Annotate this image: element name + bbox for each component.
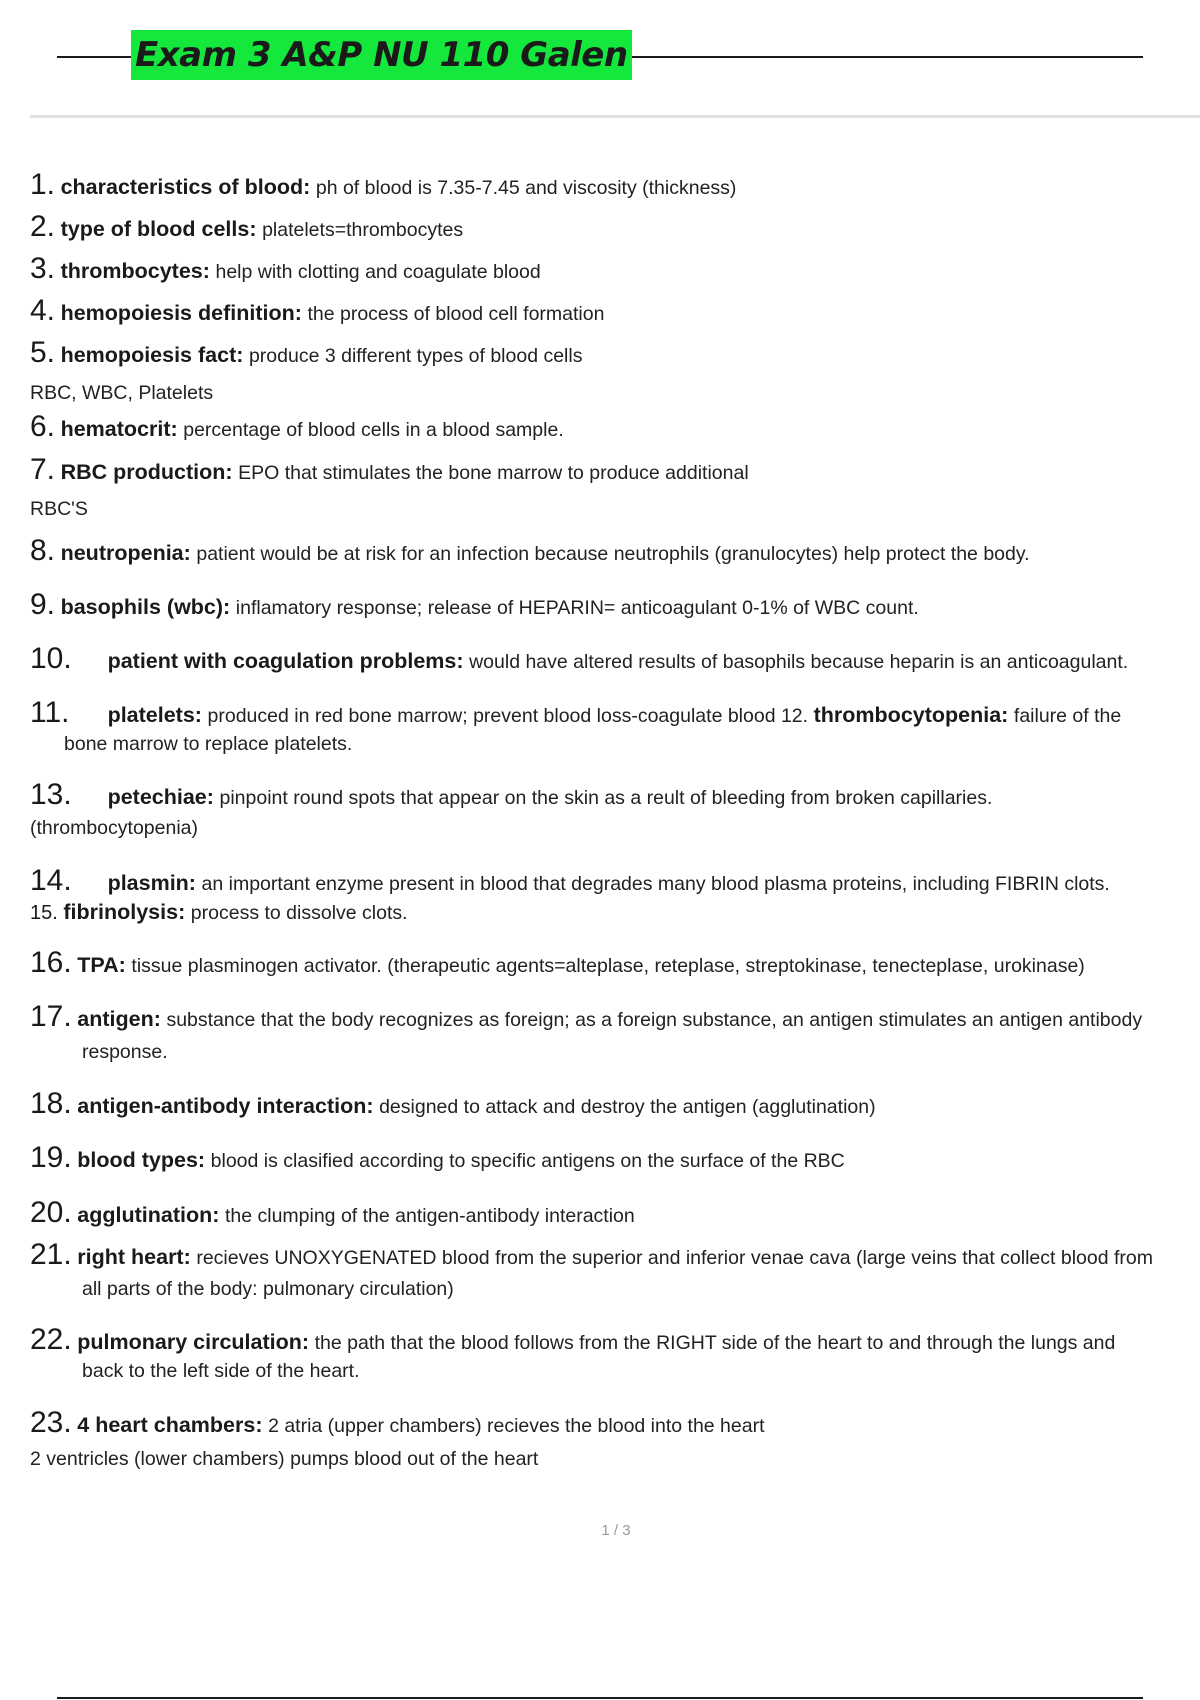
item-desc: substance that the body recognizes as foreign; as a foreign substance, an antigen stimulates an antigen antibody: [166, 1009, 1143, 1031]
item-number: 22.: [30, 1323, 72, 1356]
item-number: 9.: [30, 588, 56, 621]
item-term: thrombocytes:: [60, 259, 210, 283]
item-desc: help with clotting and coagulate blood: [215, 261, 541, 283]
item-term: antigen-antibody interaction:: [77, 1094, 374, 1118]
item-term: TPA:: [77, 953, 126, 977]
item-desc: produce 3 different types of blood cells: [248, 345, 583, 367]
item-term: neutropenia:: [60, 541, 191, 565]
header-separator: [30, 115, 1200, 118]
list-item-5: [30, 338, 582, 371]
item-number: 4.: [30, 294, 56, 327]
list-item-16: [30, 948, 1085, 981]
item-number: 14.: [30, 864, 72, 897]
item-desc: 2 atria (upper chambers) recieves the blood into the heart: [268, 1415, 765, 1437]
list-item-1: [30, 170, 736, 203]
list-item-18: [30, 1089, 876, 1122]
item-continuation: bone marrow to replace platelets.: [64, 733, 353, 755]
item-number: 23.: [30, 1406, 72, 1439]
list-item-3: [30, 254, 541, 287]
item-term: hematocrit:: [60, 417, 178, 441]
page-title: Exam 3 A&P NU 110 Galen: [131, 30, 632, 80]
item-term: type of blood cells:: [60, 217, 257, 241]
item-term: petechiae:: [107, 785, 214, 809]
item-term: fibrinolysis:: [63, 900, 186, 924]
list-item-8: [30, 536, 1030, 569]
item-term: antigen:: [77, 1007, 161, 1031]
item-continuation: RBC'S: [30, 498, 88, 520]
item-desc: EPO that stimulates the bone marrow to produce additional: [238, 462, 749, 484]
list-item-4: [30, 296, 604, 329]
title-rule-right: [576, 56, 1143, 58]
item-number: 19.: [30, 1141, 72, 1174]
item-number: 20.: [30, 1196, 72, 1229]
list-item-19: [30, 1143, 845, 1176]
page-number: 1 / 3: [601, 1522, 631, 1539]
list-item-22: [30, 1325, 1115, 1358]
item-number: 1.: [30, 168, 56, 201]
item-number: 6.: [30, 410, 56, 443]
item-term: agglutination:: [77, 1203, 220, 1227]
item-term: RBC production:: [60, 460, 233, 484]
item-desc: tissue plasminogen activator. (therapeutic agents=alteplase, reteplase, streptokinase, tenecteplase, urokinase): [131, 955, 1085, 977]
item-number: 13.: [30, 778, 72, 811]
item-number: 17.: [30, 1000, 72, 1033]
item-term: hemopoiesis definition:: [60, 301, 302, 325]
item-number: 21.: [30, 1238, 72, 1271]
list-item-23: [30, 1408, 765, 1441]
item-term: plasmin:: [107, 871, 196, 895]
item-desc: platelets=thrombocytes: [262, 219, 464, 241]
list-item-13: [30, 780, 992, 813]
item-term-secondary: thrombocytopenia:: [813, 703, 1009, 727]
item-term: right heart:: [77, 1245, 191, 1269]
item-continuation: back to the left side of the heart.: [82, 1360, 360, 1382]
item-term: platelets:: [107, 703, 202, 727]
list-item-21: [30, 1240, 1153, 1273]
item-number: 18.: [30, 1087, 72, 1120]
item-number: 16.: [30, 946, 72, 979]
item-desc: process to dissolve clots.: [190, 902, 408, 924]
item-continuation: response.: [82, 1041, 168, 1063]
item-desc: an important enzyme present in blood that degrades many blood plasma proteins, including FIBRIN clots.: [201, 873, 1110, 895]
item-number: 2.: [30, 210, 56, 243]
item-desc: patient would be at risk for an infection because neutrophils (granulocytes) help protect the body.: [196, 543, 1030, 565]
list-item-10: [30, 644, 1128, 677]
item-term: pulmonary circulation:: [77, 1330, 310, 1354]
item-number: 8.: [30, 534, 56, 567]
item-number: 5.: [30, 336, 56, 369]
list-item-2: [30, 212, 463, 245]
item-desc: pinpoint round spots that appear on the skin as a reult of bleeding from broken capillaries.: [219, 787, 993, 809]
item-continuation: RBC, WBC, Platelets: [30, 382, 214, 404]
item-term: characteristics of blood:: [60, 175, 311, 199]
list-item-11: [30, 698, 1121, 731]
item-desc: ph of blood is 7.35-7.45 and viscosity (thickness): [315, 177, 737, 199]
list-item-15: [30, 897, 408, 928]
item-desc-secondary: failure of the: [1013, 705, 1122, 727]
item-number: 11.: [30, 696, 70, 729]
item-desc: would have altered results of basophils because heparin is an anticoagulant.: [469, 651, 1129, 673]
list-item-14: [30, 866, 1110, 899]
item-term: patient with coagulation problems:: [107, 649, 464, 673]
item-term: blood types:: [77, 1148, 206, 1172]
list-item-9: [30, 590, 919, 623]
item-desc: inflamatory response; release of HEPARIN= anticoagulant 0-1% of WBC count.: [235, 597, 919, 619]
item-number: 15.: [30, 902, 58, 924]
list-item-20: [30, 1198, 635, 1231]
bottom-rule: [57, 1697, 1143, 1699]
item-continuation: all parts of the body: pulmonary circulation): [82, 1278, 454, 1300]
item-continuation: 2 ventricles (lower chambers) pumps blood out of the heart: [30, 1448, 539, 1470]
list-item-6: [30, 412, 564, 445]
item-number: 7.: [30, 453, 56, 486]
title-rule-left: [57, 56, 131, 58]
item-desc: designed to attack and destroy the antigen (agglutination): [379, 1096, 876, 1118]
item-desc: the process of blood cell formation: [307, 303, 605, 325]
item-desc: blood is clasified according to specific antigens on the surface of the RBC: [210, 1150, 845, 1172]
item-desc: recieves UNOXYGENATED blood from the superior and inferior venae cava (large veins that collect blood from: [196, 1247, 1153, 1269]
item-number: 10.: [30, 642, 72, 675]
item-desc: the clumping of the antigen-antibody interaction: [224, 1205, 635, 1227]
list-item-7: [30, 455, 749, 488]
item-desc: the path that the blood follows from the RIGHT side of the heart to and through the lungs and: [314, 1332, 1116, 1354]
item-desc: produced in red bone marrow; prevent blood loss-coagulate blood 12.: [207, 705, 809, 727]
item-number: 3.: [30, 252, 56, 285]
item-term: hemopoiesis fact:: [60, 343, 244, 367]
item-term: basophils (wbc):: [60, 595, 231, 619]
item-continuation: (thrombocytopenia): [30, 817, 198, 839]
item-term: 4 heart chambers:: [77, 1413, 263, 1437]
list-item-17: [30, 1002, 1142, 1035]
item-desc: percentage of blood cells in a blood sample.: [183, 419, 564, 441]
